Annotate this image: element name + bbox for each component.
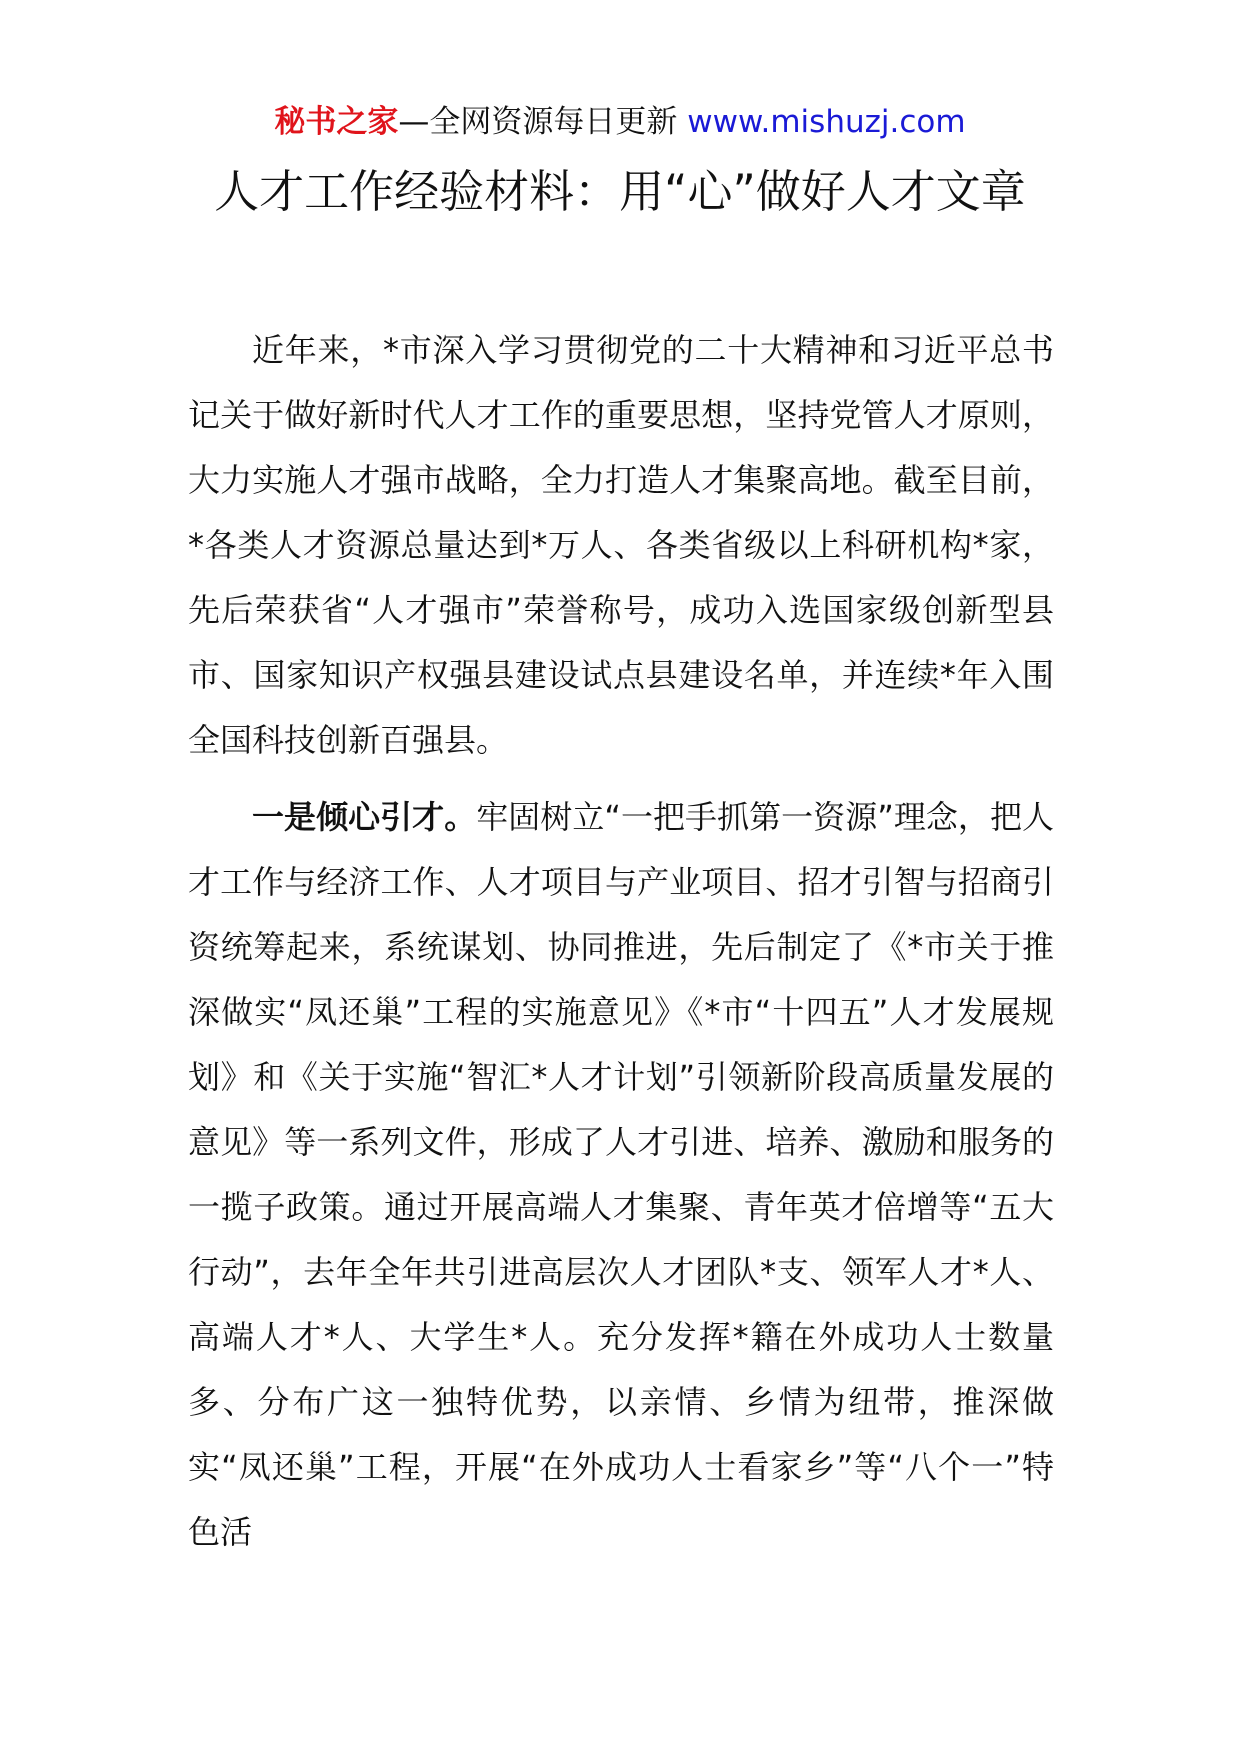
body-paragraph xyxy=(188,785,1054,1565)
body-paragraph xyxy=(188,318,1054,773)
brand-name: 秘书之家 xyxy=(274,104,399,140)
header-tagline: —全网资源每日更新 xyxy=(398,104,688,140)
site-header xyxy=(0,100,1240,144)
paragraph-text: 近年来，*市深入学习贯彻党的二十大精神和习近平总书记关于做好新时代人才工作的重要思想，坚持党管人才原则，大力实施人才强市战略，全力打造人才集聚高地。截至目前，*各类人才资源总量达到*万人、各类省级以上科研机构*家，先后荣获省“人才强市”荣誉称号，成功入选国家级创新型县市、国家知识产权强县建设试点县建设名单，并连续*年入围全国科技创新百强县。 xyxy=(188,331,1054,759)
paragraph-lead: 一是倾心引才。 xyxy=(252,798,477,836)
document-title: 人才工作经验材料：用“心”做好人才文章 xyxy=(214,165,1026,218)
document-body xyxy=(188,318,1054,1577)
paragraph-text: 牢固树立“一把手抓第一资源”理念，把人才工作与经济工作、人才项目与产业项目、招才引智与招商引资统筹起来，系统谋划、协同推进，先后制定了《*市关于推深做实“凤还巢”工程的实施意见》《*市“十四五”人才发展规划》和《关于实施“智汇*人才计划”引领新阶段高质量发展的意见》等一系列文件，形成了人才引进、培养、激励和服务的一揽子政策。通过开展高端人才集聚、青年英才倍增等“五大行动”，去年全年共引进高层次人才团队*支、领军人才*人、高端人才*人、大学生*人。充分发挥*籍在外成功人士数量多、分布广这一独特优势，以亲情、乡情为纽带，推深做实“凤还巢”工程，开展“在外成功人士看家乡”等“八个一”特色活 xyxy=(188,798,1054,1551)
site-url-link[interactable]: www.mishuzj.com xyxy=(687,104,966,140)
